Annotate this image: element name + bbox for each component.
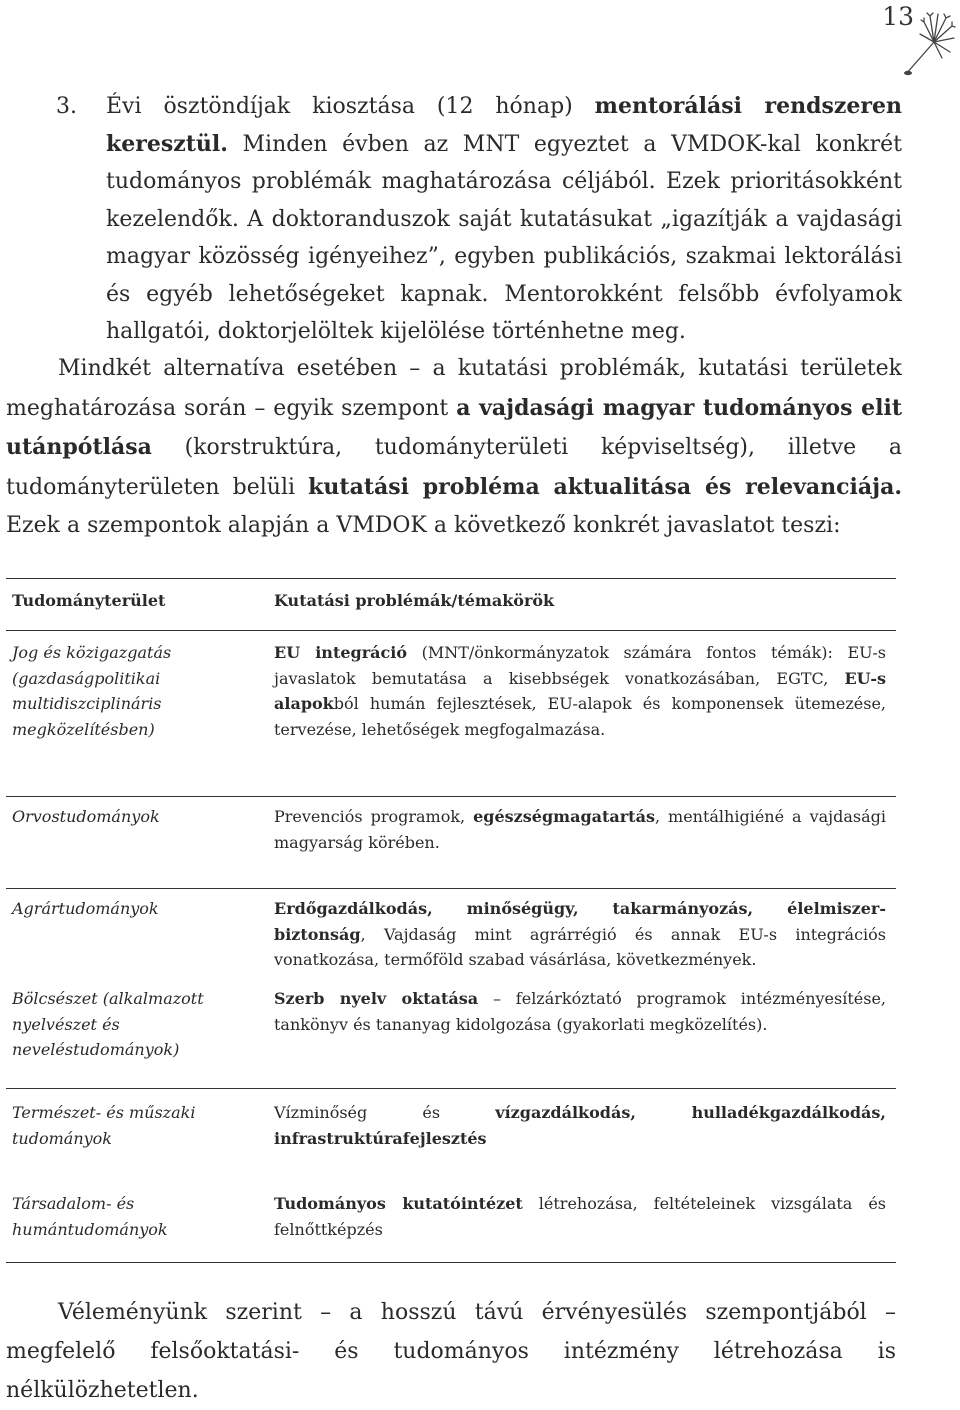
table-rule (6, 1262, 896, 1263)
table-row-field: Természet- és műszaki tudományok (12, 1103, 196, 1148)
dandelion-seed-icon (900, 12, 956, 84)
table-rule (6, 630, 896, 631)
table-row-topics: Tudományos kutatóintézet létrehozása, feltételeinek vizsgálata és felnőttképzés (274, 1194, 886, 1239)
list-text-bold: mentorálási rendszeren keresztül. (106, 93, 902, 157)
table-row-topics: Prevenciós programok, egészségmagatartás, mentálhigiéné a vajdasági magyarság körében. (274, 807, 887, 852)
table-row-topics: Erdőgazdálkodás, minőségügy, takarmányozás, élelmiszer-biztonság, Vajdaság mint agrárrégió és annak EU-s integrációs vonatkozása, termőföld szabad vásárlása, következmények. (274, 899, 886, 969)
page-number: 13 (882, 2, 914, 31)
list-text-1: Évi ösztöndíjak kiosztása (12 hónap) (106, 94, 595, 119)
table-header-field: Tudományterület (12, 591, 166, 610)
numbered-list-item (56, 88, 902, 351)
table-row-field: Bölcsészet (alkalmazott nyelvészet és neveléstudományok) (12, 989, 204, 1059)
table-row-field: Társadalom- és humántudományok (12, 1194, 168, 1239)
table-row-field: Agrártudományok (12, 899, 159, 918)
table-row-topics: EU integráció (MNT/önkormányzatok számára fontos témák): EU-s javaslatok bemutatása a kisebbségek vonatkozásában, EGTC, EU-s alapokból humán fejlesztések, EU-alapok és komponensek ütemezése, tervezése, lehetőségek megfogalmazása. (274, 643, 886, 739)
para-bold-1: a vajdasági magyar tudományos elit utánpótlása (6, 394, 902, 460)
para-text-3: Ezek a szempontok alapján a VMDOK a következő konkrét javaslatot teszi: (6, 513, 841, 538)
table-header-topics: Kutatási problémák/témakörök (274, 591, 555, 610)
para-text-2: (korstruktúra, tudományterületi képviseltség), illetve a tudományterületen belüli (6, 435, 902, 500)
table-row-field: Orvostudományok (12, 807, 160, 826)
body-paragraph (6, 350, 902, 546)
para-text-1: Mindkét alternatíva esetében – a kutatási problémák, kutatási területek meghatározása során – egyik szempont (6, 356, 902, 421)
table-row-topics: Szerb nyelv oktatása – felzárkóztató programok intézményesítése, tankönyv és tananyag kidolgozása (gyakorlati megközelítés). (274, 989, 886, 1034)
table-row-field: Jog és közigazgatás (gazdaságpolitikai multidiszciplináris megközelítésben) (12, 643, 172, 739)
list-number: 3. (56, 94, 77, 119)
table-rule (6, 796, 896, 797)
closing-paragraph: Véleményünk szerint – a hosszú távú érvényesülés szempontjából – megfelelő felsőoktatási- és tudományos intézmény létrehozása is nélkülözhetetlen. (6, 1300, 896, 1403)
table-rule (6, 578, 896, 579)
table-rule (6, 1088, 896, 1089)
para-bold-2: kutatási probléma aktualitása és relevanciája. (308, 473, 902, 500)
table-rule (6, 888, 896, 889)
list-item-text (106, 88, 902, 351)
list-text-2: Minden évben az MNT egyeztet a VMDOK-kal konkrét tudományos problémák maghatározása céljából. Ezek prioritásokként kezelendők. A doktoranduszok saját kutatásukat „igazítják a vajdasági magyar közösség igényeihez”, egyben publikációs, szakmai lektorálási és egyéb lehetőségeket kapnak. Mentorokként felsőbb évfolyamok hallgatói, doktorjelöltek kijelölése történhetne meg. (106, 131, 902, 344)
table-row-topics: Vízminőség és vízgazdálkodás, hulladékgazdálkodás, infrastruktúrafejlesztés (274, 1103, 886, 1148)
